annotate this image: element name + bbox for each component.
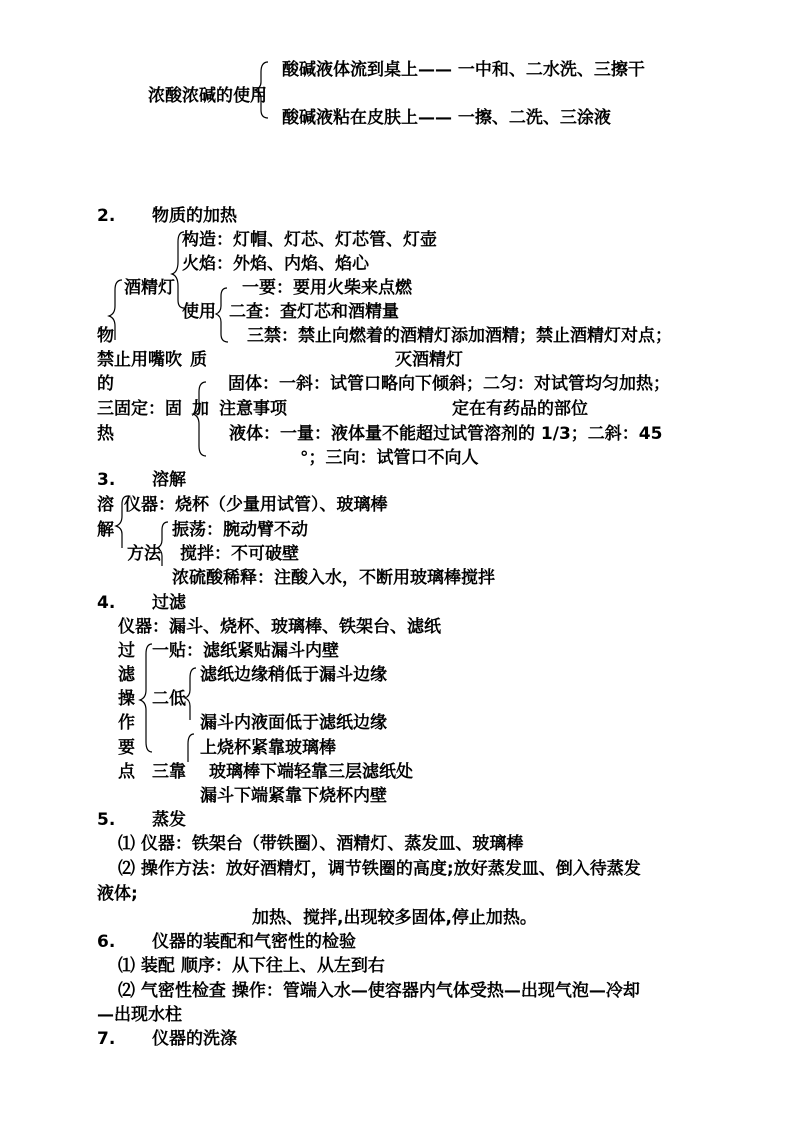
dissolve-method-label: 方法: [127, 544, 161, 564]
section-4-number: 4.: [97, 593, 116, 613]
brace-three-lean: [188, 734, 194, 762]
lamp-ban-cont-b: 灭酒精灯: [395, 350, 463, 370]
lamp-use-2: 二查：查灯芯和酒精量: [229, 302, 399, 322]
section-7-title: 仪器的洗涤: [152, 1029, 237, 1049]
brace-filter: [140, 644, 152, 752]
acid-spill-table: 酸碱液体流到桌上—— 一中和、二水洗、三擦干: [282, 60, 645, 80]
heating-side-2: 质: [190, 350, 207, 370]
heating-solid: 固体：一斜：试管口略向下倾斜；二匀：对试管均匀加热；: [228, 374, 670, 394]
section-5-title: 蒸发: [152, 810, 186, 830]
heating-solid-cont: 定在有药品的部位: [452, 399, 588, 419]
evap-item-2-end: 加热、搅拌,出现较多固体,停止加热。: [252, 908, 537, 928]
section-7-number: 7.: [97, 1029, 116, 1049]
section-2-number: 2.: [97, 206, 116, 226]
dissolve-dilute: 浓硫酸稀释：注酸入水，不断用玻璃棒搅拌: [172, 568, 495, 588]
filter-side-4: 作: [118, 713, 135, 733]
lamp-ban-cont-a: 禁止用嘴吹: [97, 350, 182, 370]
acid-base-label: 浓酸浓碱的使用: [148, 86, 267, 106]
filter-side-3: 操: [118, 689, 135, 709]
section-3-number: 3.: [97, 470, 116, 490]
filter-two-low-label: 二低: [152, 689, 186, 709]
filter-three-lean-c: 漏斗下端紧靠下烧杯内壁: [200, 786, 387, 806]
heating-side-3: 的: [97, 374, 114, 394]
evap-item-1: ⑴ 仪器：铁架台（带铁圈）、酒精灯、蒸发皿、玻璃棒: [118, 834, 524, 854]
dissolve-side-2: 解: [97, 520, 114, 540]
notes-label: 注意事项: [219, 399, 287, 419]
lamp-use-1: 一要：要用火柴来点燃: [242, 278, 412, 298]
brace-notes: [193, 382, 206, 456]
filter-instruments: 仪器：漏斗、烧杯、玻璃棒、铁架台、滤纸: [118, 617, 441, 637]
filter-side-1: 过: [118, 641, 135, 661]
lamp-use-3: 三禁：禁止向燃着的酒精灯添加酒精；禁止酒精灯对点；: [247, 326, 672, 346]
brace-two-low: [185, 668, 196, 720]
section-6-title: 仪器的装配和气密性的检验: [152, 932, 356, 952]
section-3-title: 溶解: [152, 470, 186, 490]
filter-three-lean-label: 三靠: [152, 762, 186, 782]
dissolve-instruments: 仪器：烧杯（少量用试管）、玻璃棒: [124, 495, 388, 515]
filter-two-low-b: 漏斗内液面低于滤纸边缘: [200, 713, 387, 733]
assembly-item-1: ⑴ 装配 顺序：从下往上、从左到右: [118, 956, 385, 976]
filter-side-2: 滤: [118, 665, 135, 685]
heating-side-5: 热: [97, 424, 114, 444]
filter-three-lean-a: 上烧杯紧靠玻璃棒: [200, 738, 336, 758]
evap-item-2-cont: 液体;: [97, 884, 138, 904]
brace-use: [216, 288, 228, 342]
filter-three-lean-b: 玻璃棒下端轻靠三层滤纸处: [209, 762, 413, 782]
lamp-use-label: 使用: [182, 302, 216, 322]
acid-spill-skin: 酸碱液粘在皮肤上—— 一擦、二洗、三涂液: [282, 108, 611, 128]
section-4-title: 过滤: [152, 593, 186, 613]
lamp-flame: 火焰：外焰、内焰、焰心: [182, 254, 369, 274]
assembly-item-2-cont: —出现水柱: [97, 1005, 182, 1025]
fix-label: 三固定：固: [97, 399, 182, 419]
heating-liquid-cont: °；三向：试管口不向人: [300, 448, 479, 468]
filter-two-low-a: 滤纸边缘稍低于漏斗边缘: [200, 665, 387, 685]
heating-side-4: 加: [192, 399, 209, 419]
heating-liquid: 液体：一量：液体量不能超过试管溶剂的 1/3；二斜：45: [229, 424, 663, 444]
filter-side-5: 要: [118, 738, 135, 758]
section-5-number: 5.: [97, 810, 116, 830]
filter-side-6: 点: [118, 762, 135, 782]
evap-item-2: ⑵ 操作方法：放好酒精灯，调节铁圈的高度;放好蒸发皿、倒入待蒸发: [118, 859, 641, 879]
section-6-number: 6.: [97, 932, 116, 952]
dissolve-shake: 振荡：腕动臂不动: [172, 520, 308, 540]
assembly-item-2: ⑵ 气密性检查 操作：管端入水—使容器内气体受热—出现气泡—冷却: [118, 981, 640, 1001]
filter-one-stick: 一贴：滤纸紧贴漏斗内壁: [152, 641, 339, 661]
section-2-title: 物质的加热: [152, 206, 237, 226]
lamp-label: 酒精灯: [124, 278, 175, 298]
dissolve-stir: 搅拌：不可破壁: [180, 544, 299, 564]
dissolve-side-1: 溶: [97, 495, 114, 515]
lamp-structure: 构造：灯帽、灯芯、灯芯管、灯壶: [182, 230, 437, 250]
heating-side-1: 物: [97, 326, 114, 346]
